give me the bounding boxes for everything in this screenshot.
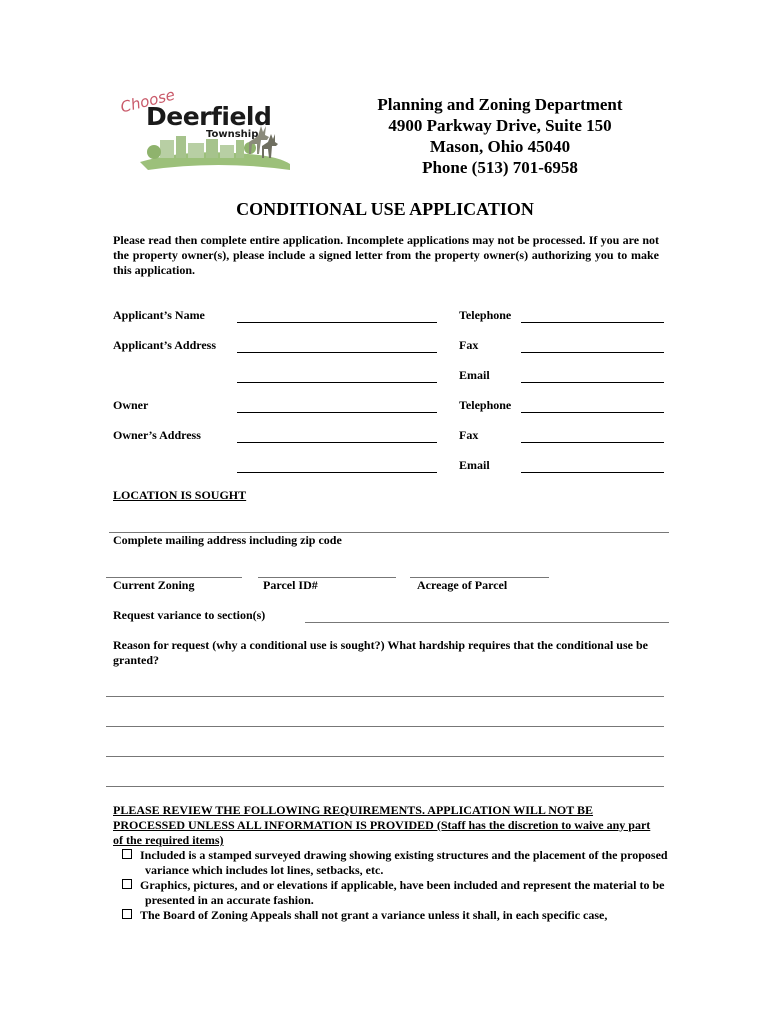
- owner-telephone-label: Telephone: [459, 398, 512, 412]
- requirement-text-3: The Board of Zoning Appeals shall not grant a variance unless it shall, in each specific case,: [140, 908, 608, 922]
- reason-line-4[interactable]: [106, 786, 664, 787]
- requirements-heading: PLEASE REVIEW THE FOLLOWING REQUIREMENTS. APPLICATION WILL NOT BE PROCESSED UNLESS ALL INFORMATION IS PROVIDED (Staff has the discretion to waive any part of the required items): [113, 803, 651, 847]
- requirement-item-2: [122, 878, 685, 908]
- requirement-item-3: [122, 908, 685, 923]
- reason-label: Reason for request (why a conditional use is sought?) What hardship requires that the conditional use be granted?: [113, 638, 648, 667]
- variance-section-field[interactable]: [305, 622, 669, 623]
- requirement-text-2: Graphics, pictures, and or elevations if applicable, have been included and represent the material to be presented in an accurate fashion.: [140, 878, 665, 907]
- owner-fax-field[interactable]: [521, 442, 664, 443]
- logo-sub: Township: [206, 129, 259, 140]
- owner-address-field-2[interactable]: [237, 472, 437, 473]
- location-heading: LOCATION IS SOUGHT: [113, 488, 247, 502]
- applicant-address-field[interactable]: [237, 352, 437, 353]
- applicant-fax-label: Fax: [459, 338, 479, 352]
- owner-address-label: Owner’s Address: [113, 428, 201, 442]
- reason-line-1[interactable]: [106, 696, 664, 697]
- owner-fax-label: Fax: [459, 428, 479, 442]
- page-title: CONDITIONAL USE APPLICATION: [236, 199, 534, 219]
- applicant-name-field[interactable]: [237, 322, 437, 323]
- current-zoning-label: Current Zoning: [113, 578, 195, 592]
- owner-email-field[interactable]: [521, 472, 664, 473]
- mailing-address-label: Complete mailing address including zip code: [113, 533, 342, 547]
- applicant-address-label: Applicant’s Address: [113, 338, 217, 352]
- reason-line-3[interactable]: [106, 756, 664, 757]
- parcel-id-label: Parcel ID#: [263, 578, 318, 592]
- checkbox-icon[interactable]: [122, 909, 132, 919]
- applicant-email-field[interactable]: [521, 382, 664, 383]
- requirement-text-1: Included is a stamped surveyed drawing showing existing structures and the placement of the proposed variance which includes lot lines, setbacks, etc.: [140, 848, 668, 877]
- checkbox-icon[interactable]: [122, 879, 132, 889]
- owner-telephone-field[interactable]: [521, 412, 664, 413]
- owner-name-field[interactable]: [237, 412, 437, 413]
- owner-name-label: Owner: [113, 398, 149, 412]
- logo-name: Deerfield: [146, 102, 272, 131]
- checkbox-icon[interactable]: [122, 849, 132, 859]
- owner-email-label: Email: [459, 458, 490, 472]
- intro-text: Please read then complete entire application. Incomplete applications may not be processed. If you are not the property owner(s), please include a signed letter from the property owner(s) authorizing you to make this application.: [113, 233, 659, 277]
- applicant-telephone-label: Telephone: [459, 308, 512, 322]
- requirement-item-1: [122, 848, 685, 878]
- applicant-name-label: Applicant’s Name: [113, 308, 205, 322]
- logo-script-text: Choose: [118, 85, 177, 117]
- dept-address-1: 4900 Parkway Drive, Suite 150: [388, 116, 612, 135]
- header-block: [330, 94, 670, 178]
- reason-line-2[interactable]: [106, 726, 664, 727]
- owner-address-field[interactable]: [237, 442, 437, 443]
- applicant-email-label: Email: [459, 368, 490, 382]
- dept-name: Planning and Zoning Department: [377, 95, 623, 114]
- township-logo: [118, 85, 293, 175]
- dept-address-2: Mason, Ohio 45040: [429, 137, 571, 156]
- dept-phone: Phone (513) 701-6958: [422, 158, 578, 177]
- applicant-telephone-field[interactable]: [521, 322, 664, 323]
- variance-section-label: Request variance to section(s): [113, 608, 266, 622]
- applicant-fax-field[interactable]: [521, 352, 664, 353]
- acreage-label: Acreage of Parcel: [417, 578, 508, 592]
- applicant-address-field-2[interactable]: [237, 382, 437, 383]
